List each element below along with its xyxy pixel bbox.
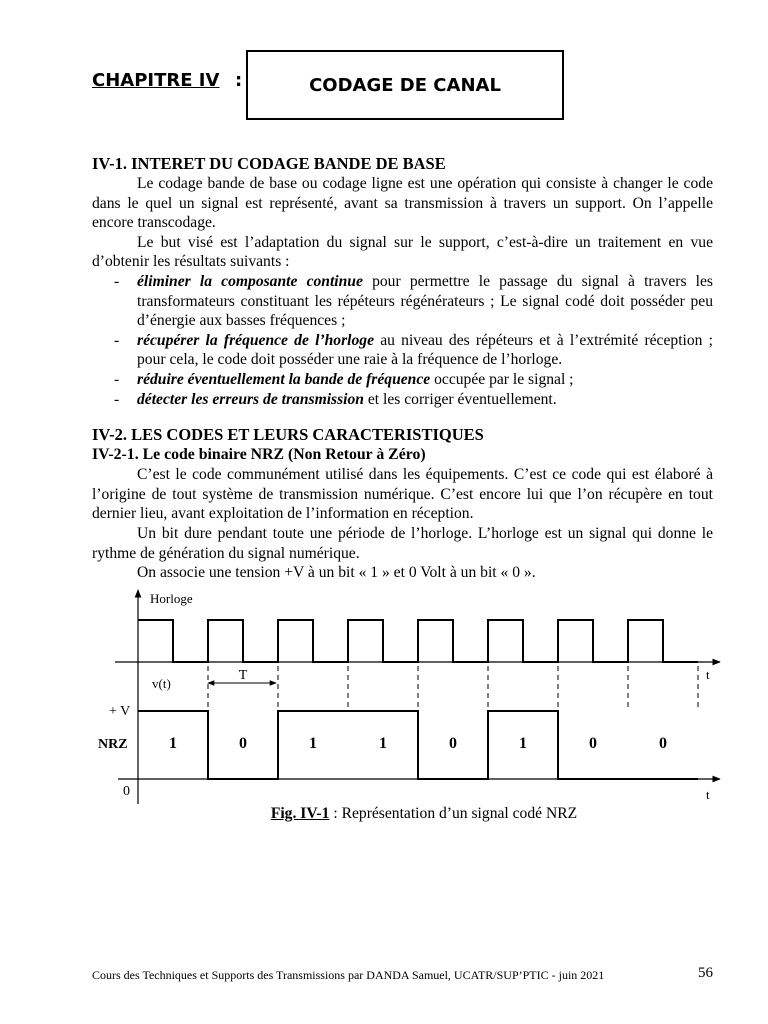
bit-label: 1 bbox=[309, 735, 317, 752]
list-item bbox=[92, 272, 713, 331]
list-item-text: et les corriger éventuellement. bbox=[363, 390, 557, 408]
nrz-label: NRZ bbox=[98, 737, 128, 752]
bit-label: 1 bbox=[379, 735, 387, 752]
clock-waveform bbox=[138, 620, 698, 662]
paragraph-but-vise: Le but visé est l’adaptation du signal sur le support, c’est-à-dire un traitement en vue d’obtenir les résultats suivants : bbox=[92, 233, 713, 271]
nrz-diagram bbox=[0, 582, 768, 804]
objectives-list bbox=[92, 272, 713, 409]
period-label: T bbox=[238, 668, 248, 683]
list-item bbox=[92, 370, 713, 390]
list-item-emphasis: réduire éventuellement la bande de fréquence bbox=[137, 370, 431, 388]
paragraph-tension: On associe une tension +V à un bit « 1 » et 0 Volt à un bit « 0 ». bbox=[137, 564, 536, 582]
plus-v-label: + V bbox=[109, 704, 131, 719]
page-footer bbox=[92, 966, 713, 984]
list-item bbox=[92, 331, 713, 370]
list-item-emphasis: récupérer la fréquence de l’horloge bbox=[137, 331, 375, 349]
figure-caption bbox=[0, 804, 768, 824]
figure-number: Fig. IV-1 bbox=[270, 805, 330, 822]
vt-label: v(t) bbox=[152, 676, 171, 691]
nrz-figure bbox=[0, 582, 768, 827]
paragraph-transcodage: Le codage bande de base ou codage ligne est une opération qui consiste à changer le code dans le quel un signal est représenté, avant sa transmission à travers un support. On l’appelle encore transcodage. bbox=[92, 175, 713, 232]
chapter-title-box bbox=[246, 50, 564, 120]
figure-caption-sep: : bbox=[329, 805, 342, 822]
section-heading-iv1: IV-1. INTERET DU CODAGE BANDE DE BASE bbox=[92, 154, 446, 173]
document-body bbox=[92, 154, 713, 583]
page-number: 56 bbox=[698, 965, 713, 981]
page-header bbox=[0, 0, 768, 130]
figure-caption-text: Représentation d’un signal codé NRZ bbox=[341, 805, 578, 822]
subsection-heading-nrz: IV-2-1. Le code binaire NRZ (Non Retour à Zéro) bbox=[92, 446, 426, 464]
nrz-t-label: t bbox=[706, 787, 710, 802]
zero-label: 0 bbox=[123, 784, 130, 799]
list-item bbox=[92, 390, 713, 410]
bit-label: 0 bbox=[659, 735, 667, 752]
bit-label: 1 bbox=[519, 735, 527, 752]
paragraph-bit-horloge: Un bit dure pendant toute une période de l’horloge. L’horloge est un signal qui donne le rythme de génération du signal numérique. bbox=[92, 524, 713, 562]
footer-text: Cours des Techniques et Supports des Transmissions par DANDA Samuel, UCATR/SUP’PTIC - juin 2021 bbox=[92, 968, 605, 982]
chapter-title: CODAGE DE CANAL bbox=[309, 75, 501, 97]
bit-label: 0 bbox=[589, 735, 597, 752]
bit-label: 0 bbox=[449, 735, 457, 752]
bit-label: 0 bbox=[239, 735, 247, 752]
paragraph-code-nrz: C’est le code communément utilisé dans les équipements. C’est ce code qui est élaboré à l’origine de tout système de transmission numérique. C’est encore lui que l’on récupère en tout dernier lieu, avant exploitation de l’information en réception. bbox=[92, 466, 713, 523]
list-item-text: au niveau des répéteurs et à l’extrémité réception ; pour cela, le code doit posséder une raie à la fréquence de l’horloge. bbox=[137, 331, 713, 369]
horloge-label: Horloge bbox=[150, 591, 193, 606]
bit-label: 1 bbox=[169, 735, 177, 752]
clock-t-label: t bbox=[706, 667, 710, 682]
list-item-emphasis: détecter les erreurs de transmission bbox=[137, 390, 364, 408]
chapter-colon: : bbox=[235, 70, 243, 91]
list-item-text: occupée par le signal ; bbox=[430, 370, 574, 388]
bit-boundary-markers bbox=[208, 666, 698, 708]
list-item-text: pour permettre le passage du signal à travers les transformateurs constituant les répéteurs régénérateurs ; Le signal codé doit posséder peu d’énergie aux basses fréquences ; bbox=[137, 272, 714, 330]
nrz-waveform bbox=[138, 711, 698, 779]
list-item-emphasis: éliminer la composante continue bbox=[137, 272, 363, 290]
chapter-label: CHAPITRE IV bbox=[92, 70, 220, 91]
section-heading-iv2: IV-2. LES CODES ET LEURS CARACTERISTIQUES bbox=[92, 425, 484, 445]
